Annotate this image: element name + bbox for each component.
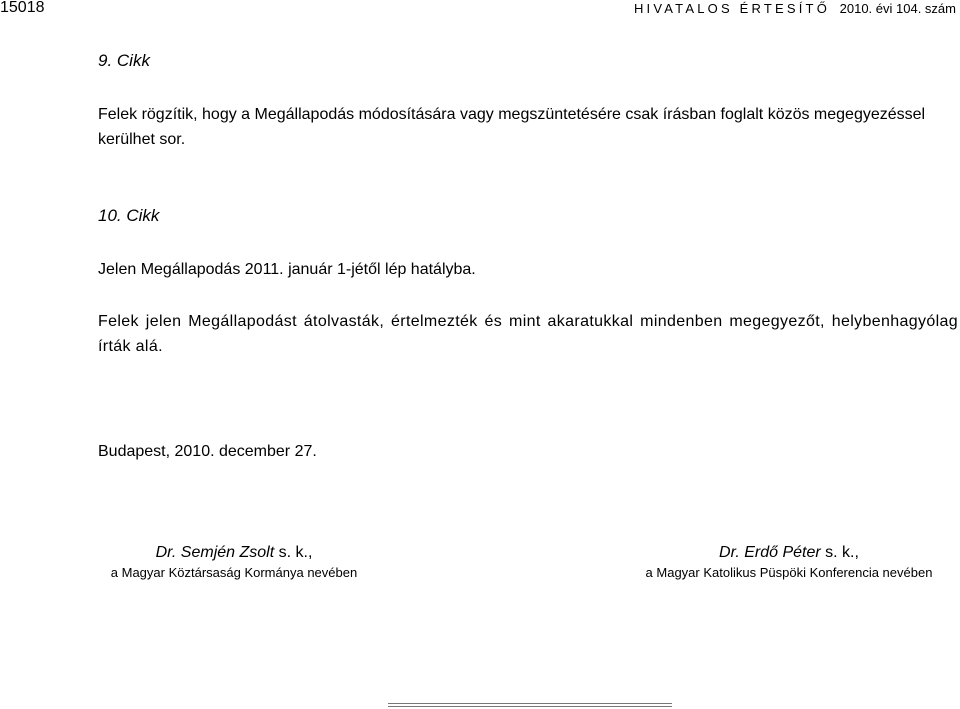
article-10-paragraph-2: Felek jelen Megállapodást átolvasták, értelmezték és mint akaratukkal mindenben megegyezőt, helybenhagyólag írták alá. — [98, 313, 958, 355]
signatory-name — [64, 543, 404, 563]
page-header — [0, 0, 960, 22]
signatory-name — [622, 543, 956, 563]
signatory-name-text: Dr. Erdő Péter — [719, 544, 821, 561]
signatory-suffix: s. k., — [274, 544, 313, 561]
article-10-paragraph-1: Jelen Megállapodás 2011. január 1-jétől lép hatályba. — [98, 261, 476, 278]
signatory-name-text: Dr. Semjén Zsolt — [155, 544, 275, 561]
footer-rule-top — [388, 703, 672, 704]
running-title — [634, 1, 956, 16]
signature-block-government — [64, 543, 404, 583]
issue-number: 2010. évi 104. szám — [839, 1, 956, 16]
article-9-text: Felek rögzítik, hogy a Megállapodás módosítására vagy megszüntetésére csak írásban foglalt közös megegyezéssel kerülhet sor. — [98, 106, 926, 148]
signature-block-church — [622, 543, 956, 583]
signatory-role: a Magyar Katolikus Püspöki Konferencia nevében — [645, 565, 933, 580]
place-and-date: Budapest, 2010. december 27. — [98, 443, 317, 460]
article-9-title: 9. Cikk — [98, 51, 150, 70]
page-number: 15018 — [0, 0, 45, 16]
journal-title: HIVATALOS ÉRTESÍTŐ — [633, 1, 831, 16]
signatory-role: a Magyar Köztársaság Kormánya nevében — [110, 565, 358, 580]
signatory-suffix: s. k., — [820, 544, 859, 561]
footer-rule-bottom — [388, 706, 672, 707]
article-10-title: 10. Cikk — [98, 206, 160, 225]
